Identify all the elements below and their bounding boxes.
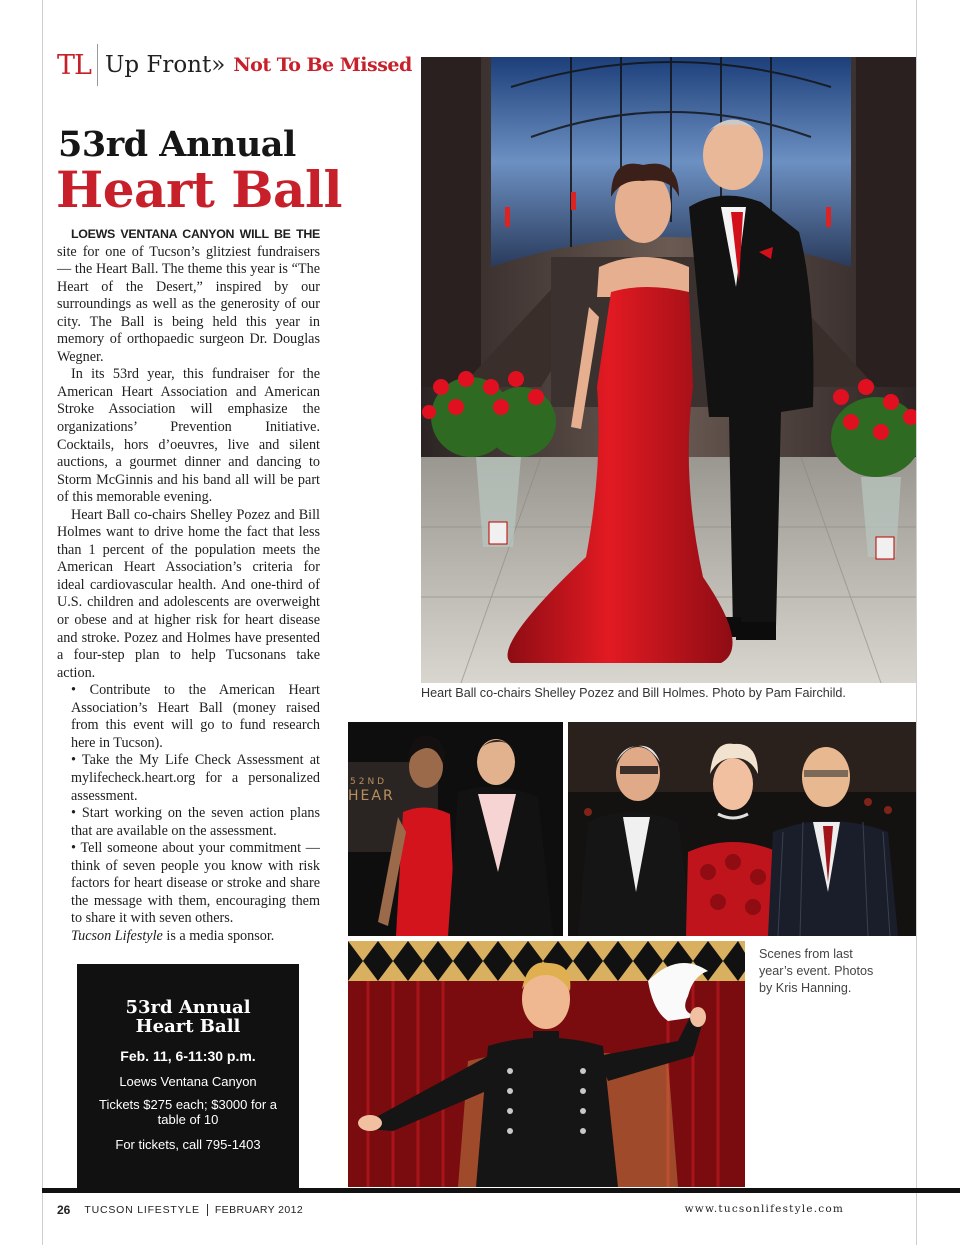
ticket-phone: For tickets, call 795-1403: [115, 1137, 261, 1152]
event-info-box: [77, 964, 299, 1190]
section-header: [57, 42, 412, 88]
info-box-title: [77, 998, 299, 1036]
photo-co-chairs: [421, 57, 916, 683]
sponsor-text: is a media sponsor.: [162, 927, 275, 944]
scenes-caption: Scenes from last year’s event. Photos by Kris Hanning.: [759, 947, 874, 995]
info-title-line1: 53rd Annual: [125, 997, 251, 1018]
article-title-line1: 53rd Annual: [58, 124, 296, 165]
banner-text-line1: 52ND: [350, 777, 388, 787]
lead-in: LOEWS VENTANA CANYON WILL BE THE: [71, 227, 320, 241]
sponsor-line: [57, 928, 320, 946]
website-url: www.tucsonlifestyle.com: [684, 1203, 844, 1215]
subsection-name: Not To Be Missed: [233, 54, 412, 76]
photo-trio: [568, 722, 916, 936]
article-body: [57, 226, 320, 945]
publication-name: TUCSON LIFESTYLE: [84, 1204, 200, 1216]
sponsor-name: Tucson Lifestyle: [71, 927, 163, 944]
page-edge-right: [916, 0, 917, 1245]
info-title-line2: Heart Ball: [135, 1016, 241, 1037]
bullet-item-4: • Tell someone about your commitment — think of seven people you know with risk factors for heart disease or stroke and share the message with them, encouraging them to share it with seven others.: [71, 840, 320, 927]
page-number: 26: [57, 1203, 71, 1217]
article-paragraph-3: Heart Ball co-chairs Shelley Pozez and Bill Holmes want to drive home the fact that less than 1 percent of the population meets the American Heart Association’s criteria for ideal cardiovascular health. And one-third of U.S. children and adolescents are overweight or obese and at higher risk for heart disease and stroke. Pozez and Holmes have presented a four-step plan to help Tucsonans take action.: [57, 506, 320, 681]
paragraph-1-text: site for one of Tucson’s glitziest fundraisers — the Heart Ball. The theme this year is “The Heart of the Desert,” inspired by our surroundings as well as the generosity of our city. The Ball is being held this year in memory of orthopaedic surgeon Dr. Douglas Wegner.: [57, 243, 320, 365]
issue-date: FEBRUARY 2012: [214, 1204, 304, 1216]
magazine-logo: TL: [57, 49, 91, 81]
ticket-prices: Tickets $275 each; $3000 for a table of 10: [98, 1097, 278, 1127]
article-title-line2: Heart Ball: [56, 160, 342, 219]
event-date: Feb. 11, 6-11:30 p.m.: [120, 1048, 256, 1064]
banner-text-line2: HEAR: [348, 788, 395, 804]
photo-couple: [348, 722, 563, 936]
footer-rule: [42, 1188, 960, 1193]
bullet-item-2: • Take the My Life Check Assessment at mylifecheck.heart.org for a personalized assessment.: [71, 752, 320, 804]
bullet-item-3: • Start working on the seven action plans that are available on the assessment.: [71, 805, 320, 839]
header-divider: [97, 44, 98, 86]
page-edge-left: [42, 0, 43, 1245]
main-photo-caption: Heart Ball co-chairs Shelley Pozez and Bill Holmes. Photo by Pam Fairchild.: [421, 686, 846, 700]
footer-divider: [207, 1204, 208, 1216]
section-name: Up Front»: [104, 52, 226, 78]
photo-magician: [348, 941, 745, 1187]
bullet-item-1: • Contribute to the American Heart Association’s Heart Ball (money raised from this event will go to fund research here in Tucson).: [71, 682, 320, 751]
article-paragraph-2: In its 53rd year, this fundraiser for the American Heart Association and American Stroke Association will emphasize the organizations’ Prevention Initiative. Cocktails, hors d’oeuvres, live and silent auctions, a gourmet dinner and dancing to Storm McGinnis and his band all will be part of this memorable evening.: [57, 366, 320, 506]
event-venue: Loews Ventana Canyon: [119, 1074, 257, 1089]
article-paragraph-1: [57, 226, 320, 366]
page-footer: [57, 1203, 303, 1217]
